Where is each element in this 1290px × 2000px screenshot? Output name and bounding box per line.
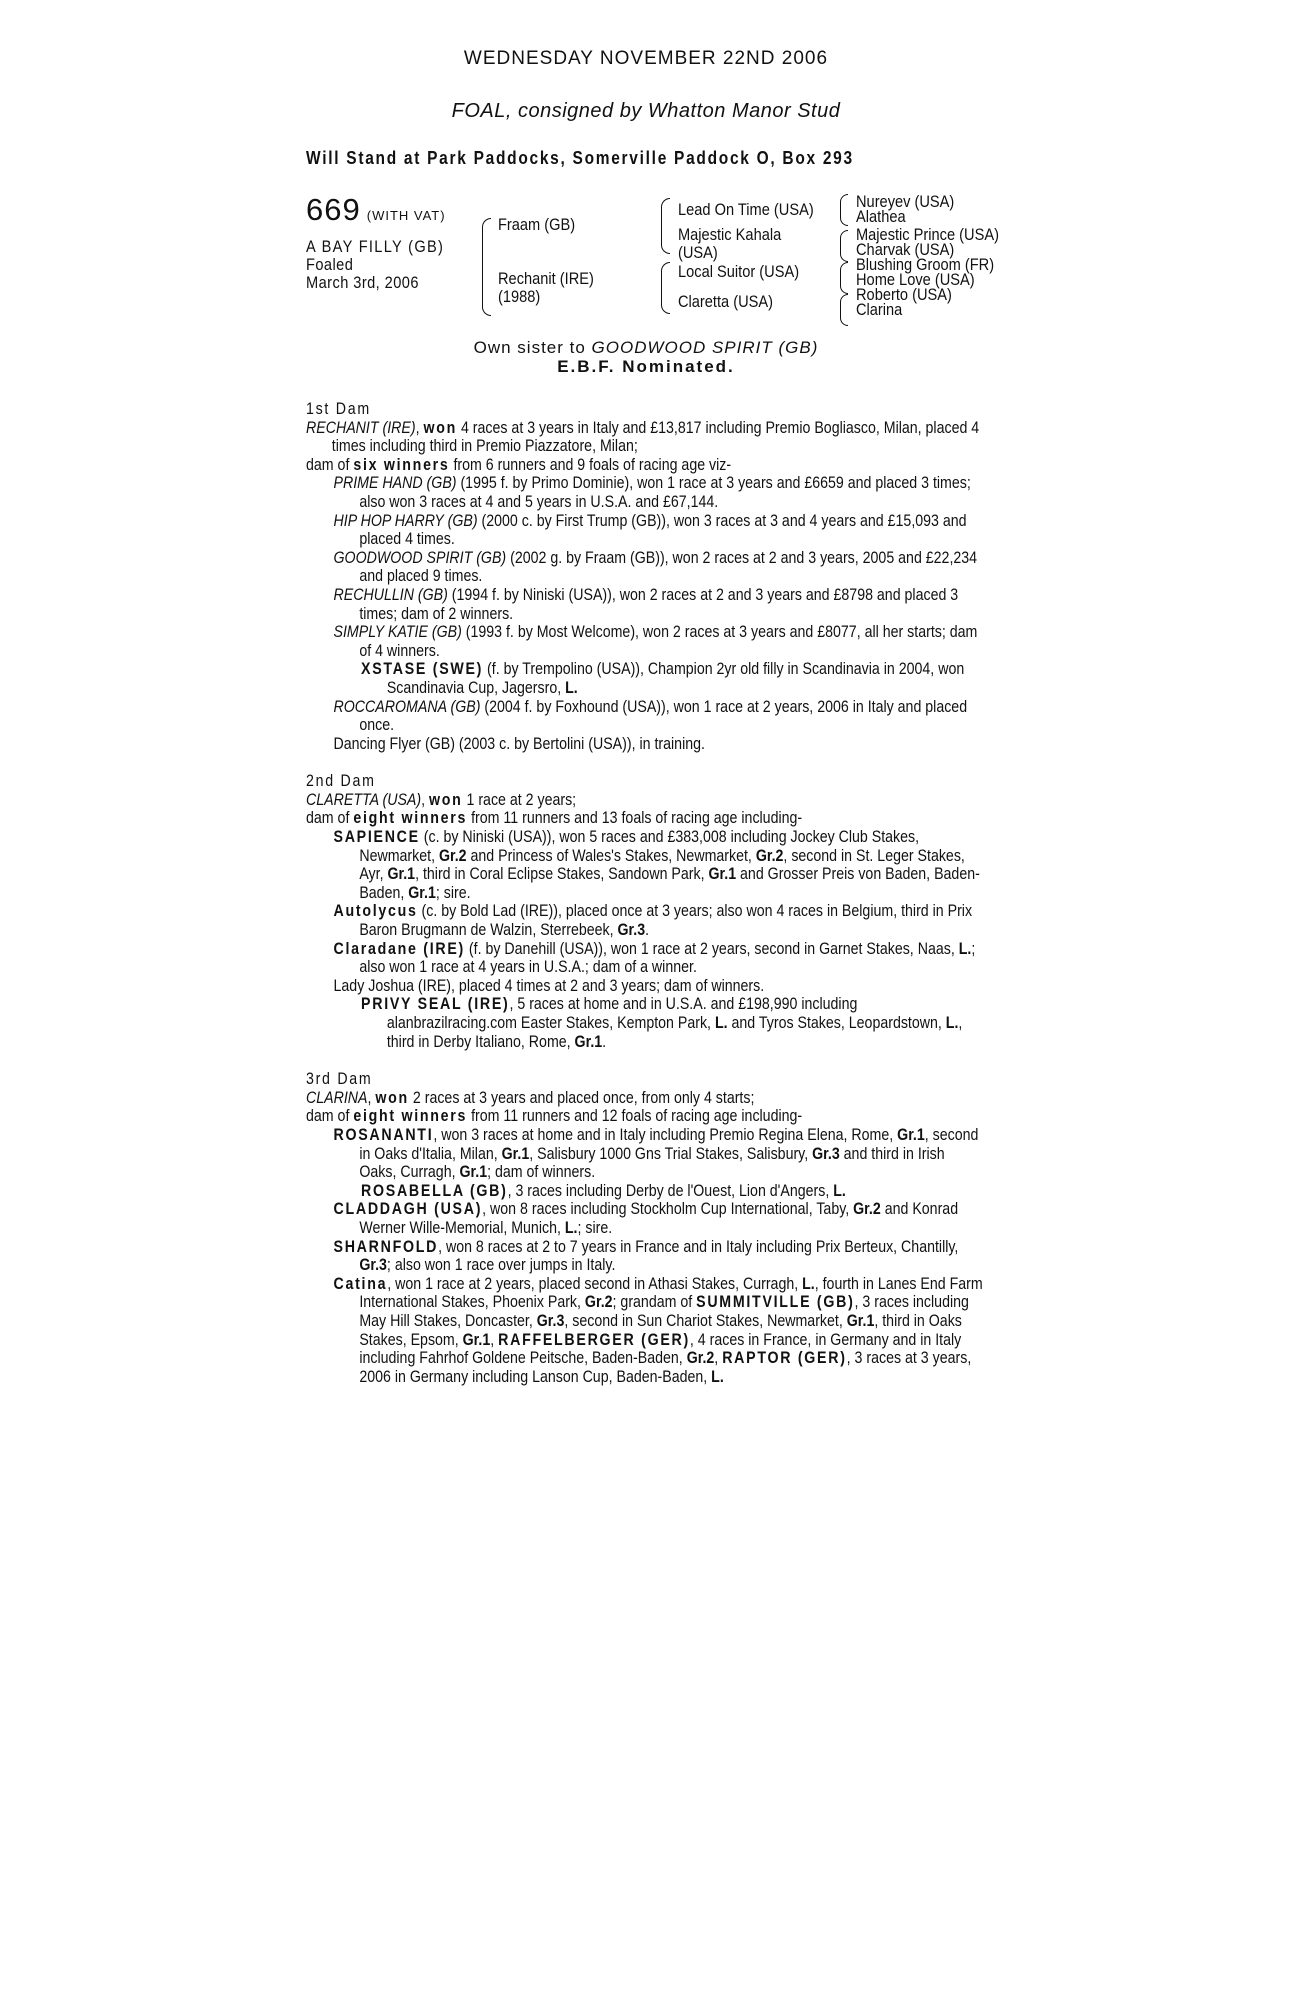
produce-text: ; grandam of xyxy=(612,1293,697,1312)
produce-text: Lady Joshua (IRE), placed 4 times at 2 and 3 years; dam of winners. xyxy=(333,976,765,995)
produce-name: PRIME HAND (GB) xyxy=(333,474,457,493)
pedigree-g4: Charvak (USA) xyxy=(856,240,955,259)
second-dam-section xyxy=(306,772,985,1051)
produce-text: , 3 races including Derby de l'Ouest, Lion d'Angers, xyxy=(507,1181,834,1200)
group-grade: Gr.2 xyxy=(686,1349,715,1368)
produce-text: , 3 races including May Hill Stakes, Doncaster, xyxy=(359,1293,969,1330)
group-grade: Gr.1 xyxy=(897,1125,925,1144)
produce-text: , won 1 race at 2 years, placed second in Athasi Stakes, Curragh, xyxy=(387,1274,803,1293)
pedigree-g3: Majestic Prince (USA) xyxy=(856,225,999,244)
produce-text: (f. by Trempolino (USA)), Champion 2yr old filly in Scandinavia in 2004, won Scandinavia Cup, Jagersro, xyxy=(386,660,965,697)
second-dam-of-prefix: dam of xyxy=(306,809,354,828)
own-sister-name: GOODWOOD SPIRIT (GB) xyxy=(591,338,819,357)
produce-entry xyxy=(306,1238,985,1275)
pedigree-g5: Blushing Groom (FR) xyxy=(856,255,995,274)
lot-number xyxy=(306,192,446,228)
produce-entry xyxy=(306,977,985,996)
first-dam-winners: six winners xyxy=(353,455,450,474)
produce-entry xyxy=(306,1200,985,1237)
third-dam-intro: CLARINA, won 2 races at 3 years and placed once, from only 4 starts; xyxy=(306,1088,755,1107)
third-dam-winners: eight winners xyxy=(353,1107,468,1126)
group-grade: Gr.1 xyxy=(387,865,416,884)
produce-name: Catina xyxy=(333,1274,388,1293)
produce-text: , third in Coral Eclipse Stakes, Sandown Park, xyxy=(415,865,709,884)
third-dam-of-suffix: from 11 runners and 12 foals of racing age including- xyxy=(467,1107,803,1126)
group-grade: Gr.1 xyxy=(462,1330,491,1349)
produce-text: , won 8 races including Stockholm Cup International, Taby, xyxy=(482,1200,854,1219)
produce-entry xyxy=(306,1275,985,1387)
produce-text: , 3 races at 3 years, 2006 in Germany including Lanson Cup, Baden-Baden, xyxy=(359,1349,972,1386)
produce-name: SUMMITVILLE (GB) xyxy=(696,1293,855,1312)
pedigree-sire-sire: Lead On Time (USA) xyxy=(678,200,814,219)
produce-name: ROSABELLA (GB) xyxy=(361,1181,508,1200)
produce-name: GOODWOOD SPIRIT (GB) xyxy=(333,548,507,567)
group-grade: Gr.3 xyxy=(359,1256,387,1275)
produce-text: (c. by Bold Lad (IRE)), placed once at 3 years; also won 4 races in Belgium, third in Prix Baron Brugmann de Walzin, Sterrebeek, xyxy=(359,902,973,940)
second-dam-of-suffix: from 11 runners and 13 foals of racing age including- xyxy=(467,809,803,828)
listed-grade: L. xyxy=(711,1367,724,1386)
produce-name: XSTASE (SWE) xyxy=(361,660,484,679)
first-dam-heading: 1st Dam xyxy=(306,400,371,418)
third-dam-won: won xyxy=(375,1088,409,1107)
produce-text: (f. by Danehill (USA)), won 1 race at 2 years, second in Garnet Stakes, Naas, xyxy=(464,939,959,958)
group-grade: Gr.2 xyxy=(438,846,467,865)
produce-entry xyxy=(306,995,985,1051)
third-dam-of-prefix: dam of xyxy=(306,1107,354,1126)
pedigree-g2: Alathea xyxy=(856,207,906,226)
first-dam-of-prefix: dam of xyxy=(306,455,354,474)
lot-notes xyxy=(306,338,986,376)
produce-text: ; also won 1 race at 4 years in U.S.A.; dam of a winner. xyxy=(359,939,976,977)
produce-entry xyxy=(306,1126,985,1182)
second-dam-intro-text: 1 race at 2 years; xyxy=(462,790,577,809)
listed-grade: L. xyxy=(958,939,972,958)
produce-text: , second in St. Leger Stakes, Ayr, xyxy=(359,846,965,884)
produce-text: , xyxy=(490,1330,499,1349)
second-dam-won: won xyxy=(429,790,463,809)
second-dam-intro: CLARETTA (USA), won 1 race at 2 years; xyxy=(306,790,577,809)
first-dam-won: won xyxy=(423,418,458,437)
produce-name: Autolycus xyxy=(333,902,418,921)
produce-text: , won 3 races at home and in Italy including Premio Regina Elena, Rome, xyxy=(433,1125,898,1144)
produce-name: SIMPLY KATIE (GB) xyxy=(333,623,462,642)
group-grade: Gr.3 xyxy=(812,1144,840,1163)
produce-text: , 5 races at home and in U.S.A. and £198,990 including alanbrazilracing.com Easter Stakes, Kempton Park, xyxy=(386,995,858,1032)
produce-text: , Salisbury 1000 Gns Trial Stakes, Salisbury, xyxy=(529,1144,813,1163)
produce-text: , second in Oaks d'Italia, Milan, xyxy=(359,1125,979,1163)
group-grade: Gr.1 xyxy=(846,1311,875,1330)
second-dam-winners: eight winners xyxy=(353,809,468,828)
listed-grade: L. xyxy=(945,1014,959,1032)
pedigree-g6: Home Love (USA) xyxy=(856,270,975,289)
listed-grade: L. xyxy=(564,1218,578,1237)
produce-text: , won 8 races at 2 to 7 years in France and in Italy including Prix Berteux, Chantilly, xyxy=(438,1237,959,1256)
first-dam-produce xyxy=(306,456,985,475)
first-dam-of-suffix: from 6 runners and 9 foals of racing age viz- xyxy=(449,455,732,474)
lot-number-value: 669 xyxy=(306,192,361,227)
produce-text: . xyxy=(645,921,650,940)
produce-text: ; sire. xyxy=(577,1218,613,1237)
pedigree-details xyxy=(306,400,985,1405)
produce-entry xyxy=(306,623,985,660)
produce-entry xyxy=(306,902,985,939)
produce-text: Dancing Flyer (GB) (2003 c. by Bertolini (USA)), in training. xyxy=(333,734,705,753)
sale-date: WEDNESDAY NOVEMBER 22ND 2006 xyxy=(463,48,829,69)
produce-name: HIP HOP HARRY (GB) xyxy=(333,511,478,530)
produce-text: , fourth in Lanes End Farm International Stakes, Phoenix Park, xyxy=(359,1274,983,1312)
third-dam-section xyxy=(306,1070,985,1386)
produce-entry xyxy=(306,549,985,586)
filly-title: A BAY FILLY (GB) xyxy=(306,237,445,256)
produce-name: ROSANANTI xyxy=(333,1125,434,1144)
produce-name: RECHULLIN (GB) xyxy=(333,585,448,604)
produce-text: and Princess of Wales's Stakes, Newmarket, xyxy=(466,846,756,865)
first-dam-name: RECHANIT (IRE) xyxy=(306,418,416,437)
produce-entry xyxy=(306,940,985,977)
vat-label: (WITH VAT) xyxy=(366,208,446,223)
produce-text: (2002 g. by Fraam (GB)), won 2 races at 2 and 3 years, 2005 and £22,234 and placed 9 times. xyxy=(359,548,978,586)
group-grade: Gr.2 xyxy=(584,1293,613,1312)
group-grade: Gr.2 xyxy=(853,1200,881,1219)
produce-text: and Grosser Preis von Baden, Baden-Baden, xyxy=(359,865,980,902)
produce-text: (2000 c. by First Trump (GB)), won 3 races at 3 and 4 years and £15,093 and placed 4 times. xyxy=(359,511,967,549)
pedigree-dam-dam: Claretta (USA) xyxy=(678,292,774,311)
produce-name: CLADDAGH (USA) xyxy=(333,1200,483,1219)
produce-name: RAPTOR (GER) xyxy=(722,1349,847,1368)
pedigree-bracket-main xyxy=(482,218,491,316)
group-grade: Gr.1 xyxy=(408,883,436,902)
produce-name: SAPIENCE xyxy=(333,828,420,847)
produce-text: ; sire. xyxy=(435,883,471,902)
third-dam-name: CLARINA xyxy=(306,1088,368,1107)
foaled-date: March 3rd, 2006 xyxy=(306,273,419,292)
group-grade: Gr.3 xyxy=(536,1311,565,1330)
listed-grade: L. xyxy=(833,1181,846,1200)
group-grade: Gr.1 xyxy=(708,865,737,884)
produce-text: ; also won 1 race over jumps in Italy. xyxy=(386,1256,616,1275)
group-grade: Gr.1 xyxy=(501,1144,530,1163)
produce-text: , second in Sun Chariot Stakes, Newmarket, xyxy=(564,1311,847,1330)
produce-text: . xyxy=(602,1032,607,1051)
produce-entry xyxy=(306,698,985,735)
produce-text: (2004 f. by Foxhound (USA)), won 1 race at 2 years, 2006 in Italy and placed once. xyxy=(359,697,968,735)
pedigree-dam-name: Rechanit (IRE) xyxy=(498,269,594,288)
produce-text: (c. by Niniski (USA)), won 5 races and £383,008 including Jockey Club Stakes, Newmarket, xyxy=(359,828,920,865)
group-grade: Gr.1 xyxy=(459,1163,488,1182)
produce-name: ROCCAROMANA (GB) xyxy=(333,697,481,716)
stand-location: Will Stand at Park Paddocks, Somerville Paddock O, Box 293 xyxy=(306,148,854,168)
pedigree-dam-year: (1988) xyxy=(498,287,541,306)
produce-text: , third in Oaks Stakes, Epsom, xyxy=(359,1311,962,1349)
produce-text: (1993 f. by Most Welcome), won 2 races at 3 years and £8077, all her starts; dam of 4 winners. xyxy=(359,623,978,660)
produce-name: Claradane (IRE) xyxy=(333,939,465,958)
second-dam-heading: 2nd Dam xyxy=(306,772,376,791)
pedigree-sire-dam-line1: Majestic Kahala xyxy=(678,225,782,244)
produce-name: PRIVY SEAL (IRE) xyxy=(361,995,510,1014)
produce-text: , third in Derby Italiano, Rome, xyxy=(386,1014,963,1051)
produce-text: , xyxy=(714,1349,723,1368)
own-sister-line xyxy=(306,338,986,357)
produce-entry xyxy=(306,828,985,902)
first-dam-intro: RECHANIT (IRE), won 4 races at 3 years in Italy and £13,817 including Premio Bogliasco, Milan, placed 4 times including third in Premio Piazzatore, Milan; xyxy=(306,418,980,456)
produce-entry xyxy=(306,474,985,511)
produce-entry xyxy=(306,1182,985,1201)
pedigree-g7: Roberto (USA) xyxy=(856,285,952,304)
ebf-nominated: E.B.F. Nominated. xyxy=(557,357,735,376)
group-grade: Gr.3 xyxy=(617,921,646,940)
first-dam-intro-text: 4 races at 3 years in Italy and £13,817 including Premio Bogliasco, Milan, placed 4 times including third in Premio Piazzatore, Milan; xyxy=(331,418,980,456)
produce-entry xyxy=(306,586,985,623)
group-grade: Gr.1 xyxy=(574,1032,603,1051)
produce-text: and Tyros Stakes, Leopardstown, xyxy=(727,1014,946,1032)
second-dam-name: CLARETTA (USA) xyxy=(306,790,422,809)
second-dam-produce xyxy=(306,809,985,828)
third-dam-produce xyxy=(306,1107,985,1126)
pedigree-sire: Fraam (GB) xyxy=(498,215,576,234)
produce-text: , 4 races in France, in Germany and in Italy including Fahrhof Goldene Peitsche, Baden-Baden, xyxy=(359,1330,962,1368)
foaled-label: Foaled xyxy=(306,255,354,274)
produce-text: and Konrad Werner Wille-Memorial, Munich, xyxy=(359,1200,959,1237)
produce-text: ; dam of winners. xyxy=(487,1163,596,1182)
third-dam-heading: 3rd Dam xyxy=(306,1070,373,1089)
pedigree-g1: Nureyev (USA) xyxy=(856,192,955,211)
pedigree-sire-dam-line2: (USA) xyxy=(678,243,718,262)
third-dam-intro-text: 2 races at 3 years and placed once, from only 4 starts; xyxy=(408,1088,755,1107)
produce-entry xyxy=(306,660,985,697)
own-sister-prefix: Own sister to xyxy=(473,338,592,357)
listed-grade: L. xyxy=(565,678,578,697)
produce-name: RAFFELBERGER (GER) xyxy=(498,1330,690,1349)
produce-text: and third in Irish Oaks, Curragh, xyxy=(359,1144,945,1182)
pedigree-dam-sire: Local Suitor (USA) xyxy=(678,262,800,281)
produce-text: (1995 f. by Primo Dominie), won 1 race at 3 years and £6659 and placed 3 times; also won 3 races at 4 and 5 years in U.S.A. and £67,144. xyxy=(359,474,971,511)
consignment-line: FOAL, consigned by Whatton Manor Stud xyxy=(451,100,841,122)
group-grade: Gr.2 xyxy=(755,846,784,865)
listed-grade: L. xyxy=(802,1274,815,1293)
produce-entry xyxy=(306,735,985,754)
first-dam-section xyxy=(306,400,985,753)
produce-text: (1994 f. by Niniski (USA)), won 2 races at 2 and 3 years and £8798 and placed 3 times; dam of 2 winners. xyxy=(359,585,959,623)
listed-grade: L. xyxy=(714,1014,728,1032)
pedigree-g8: Clarina xyxy=(856,300,903,319)
produce-name: SHARNFOLD xyxy=(333,1237,439,1256)
produce-entry xyxy=(306,512,985,549)
